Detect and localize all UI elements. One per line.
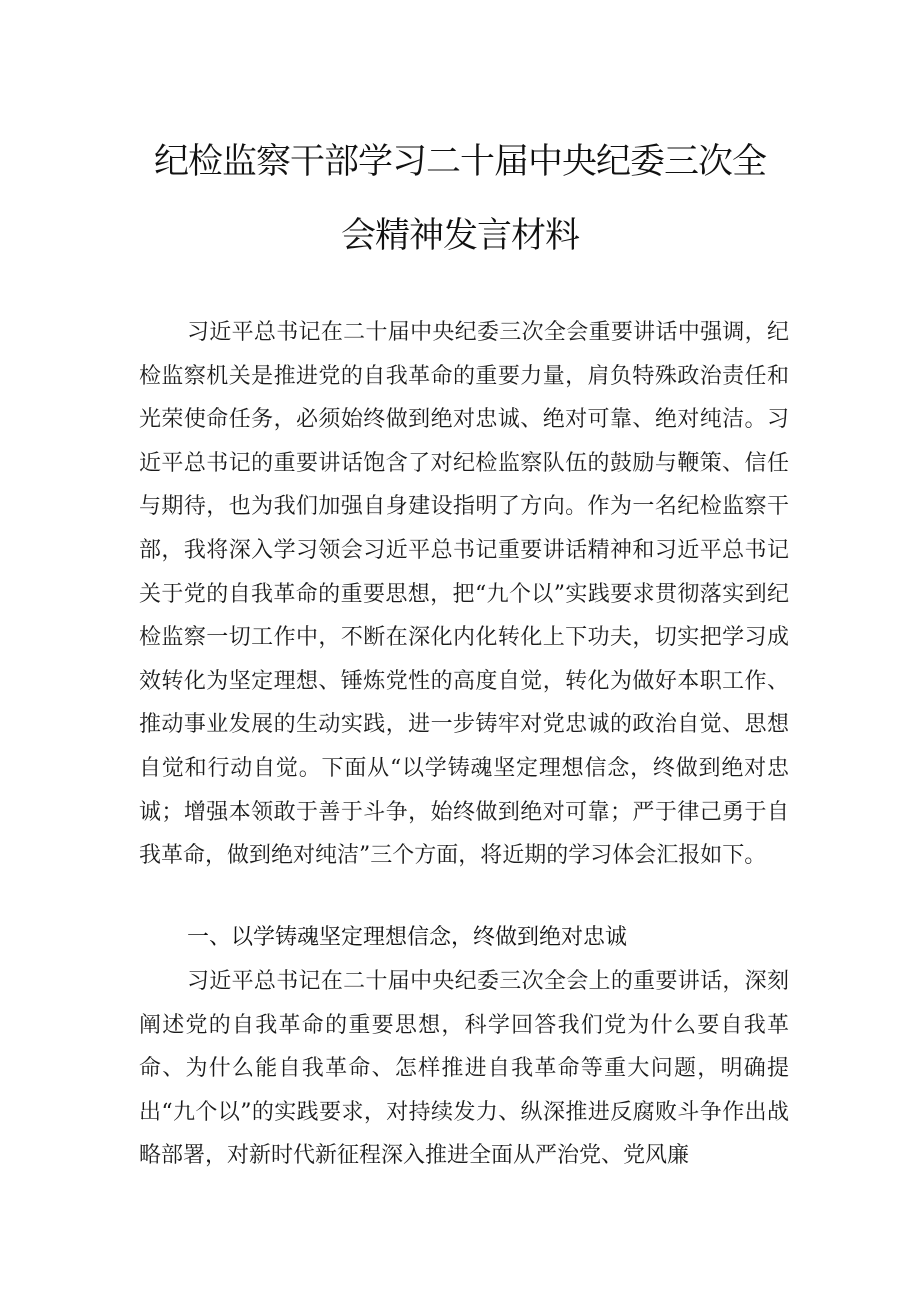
- body-paragraph-1: 习近平总书记在二十届中央纪委三次全会重要讲话中强调，纪检监察机关是推进党的自我革命的重要力量，肩负特殊政治责任和光荣使命任务，必须始终做到绝对忠诚、绝对可靠、绝对纯洁。习近平总书记的重要讲话饱含了对纪检监察队伍的鼓励与鞭策、信任与期待，也为我们加强自身建设指明了方向。作为一名纪检监察干部，我将深入学习领会习近平总书记重要讲话精神和习近平总书记关于党的自我革命的重要思想，把“九个以”实践要求贯彻落实到纪检监察一切工作中，不断在深化内化转化上下功夫，切实把学习成效转化为坚定理想、锤炼党性的高度自觉，转化为做好本职工作、推动事业发展的生动实践，进一步铸牢对党忠诚的政治自觉、思想自觉和行动自觉。下面从“以学铸魂坚定理想信念，终做到绝对忠诚；增强本领敢于善于斗争，始终做到绝对可靠；严于律己勇于自我革命，做到绝对纯洁”三个方面，将近期的学习体会汇报如下。: [139, 320, 789, 869]
- document-title-line2: 会精神发言材料: [340, 216, 579, 256]
- body-paragraph-2: 习近平总书记在二十届中央纪委三次全会上的重要讲话，深刻阐述党的自我革命的重要思想，科学回答我们党为什么要自我革命、为什么能自我革命、怎样推进自我革命等重大问题，明确提出“九个以”的实践要求，对持续发力、纵深推进反腐败斗争作出战略部署，对新时代新征程深入推进全面从严治党、党风廉: [139, 969, 789, 1169]
- document-title-line1: 纪检监察干部学习二十届中央纪委三次全: [153, 142, 766, 182]
- section-heading-1: 一、以学铸魂坚定理想信念，终做到绝对忠诚: [187, 925, 628, 950]
